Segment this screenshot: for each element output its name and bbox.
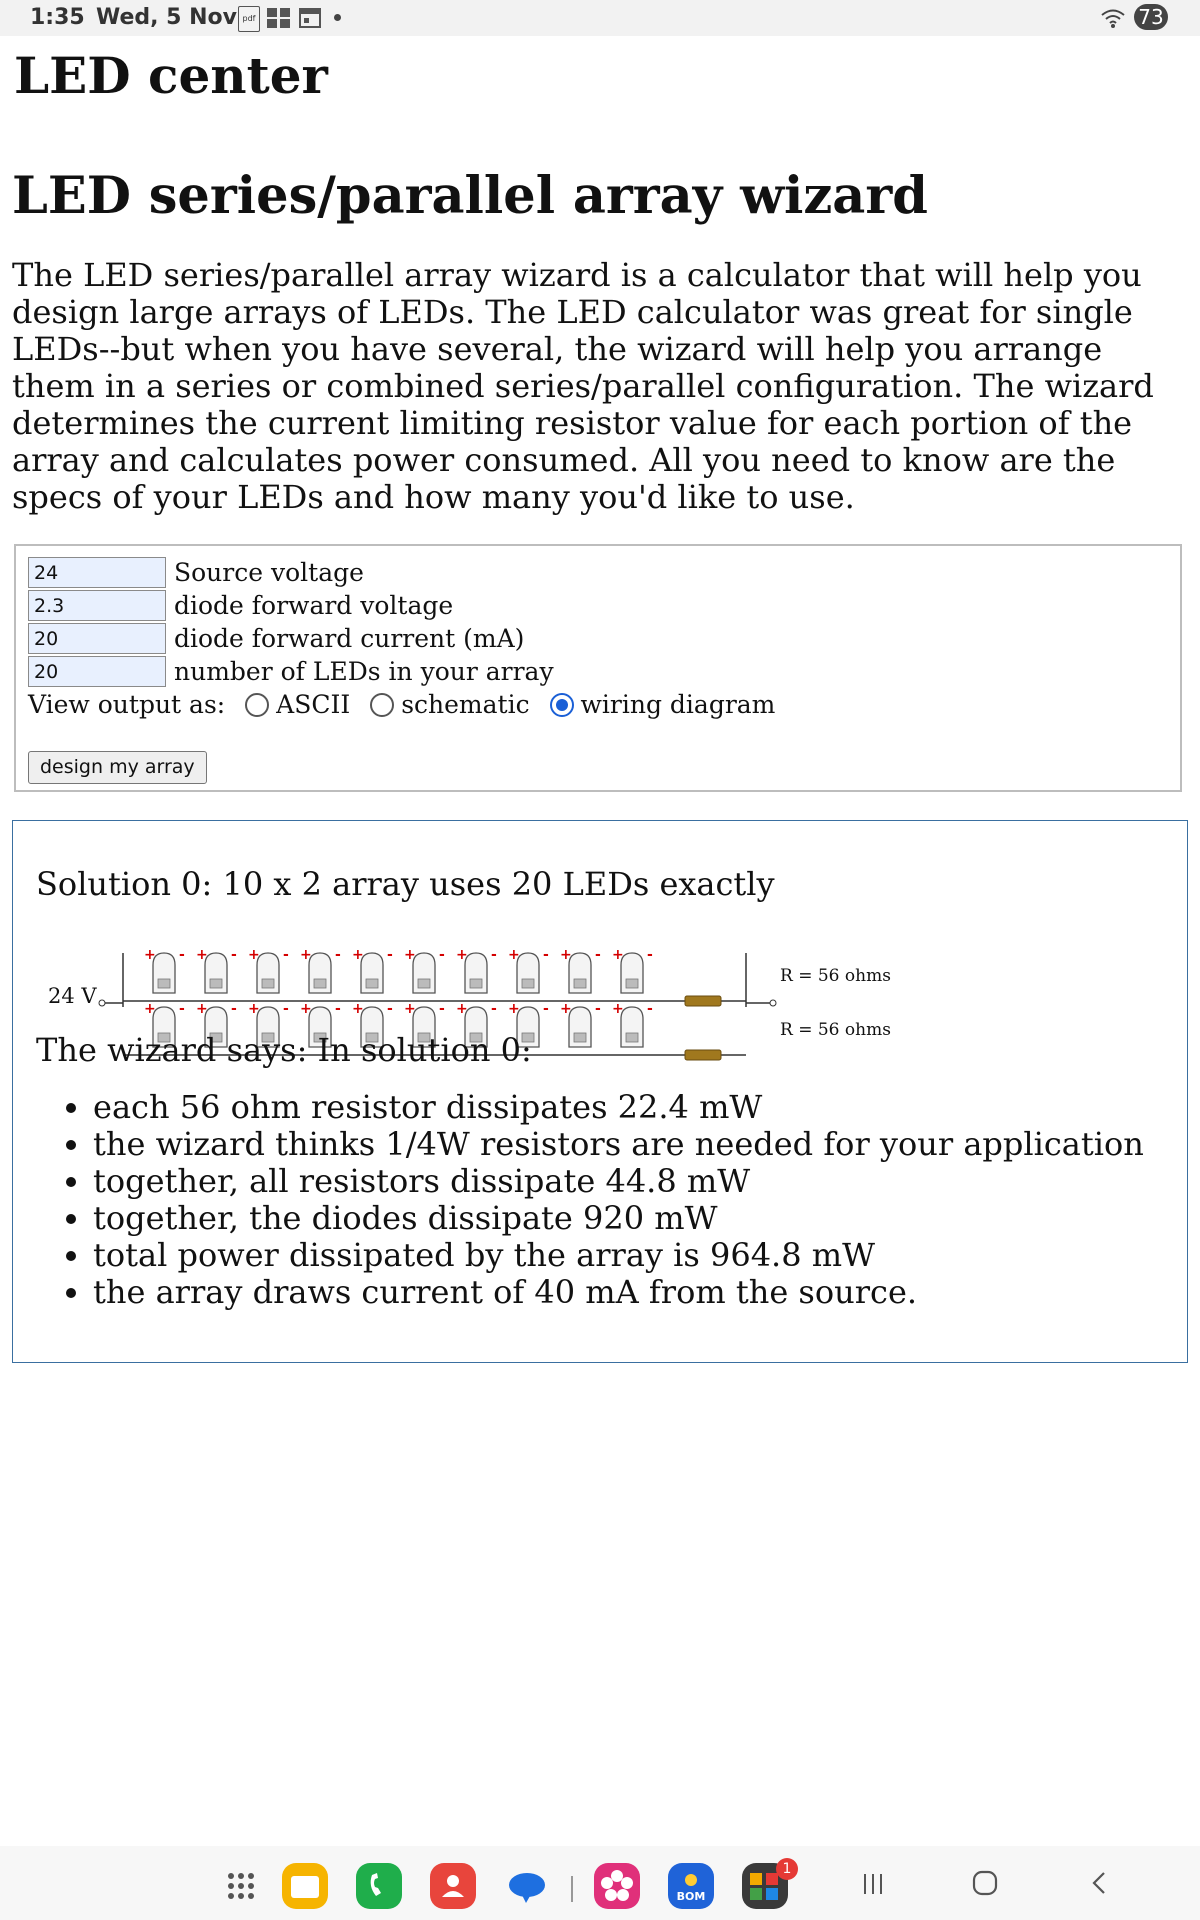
- led: [508, 947, 549, 993]
- forward-voltage-input[interactable]: [28, 590, 166, 621]
- led-die: [366, 979, 378, 988]
- app-drawer-icon[interactable]: [218, 1863, 264, 1909]
- forward-current-input[interactable]: [28, 623, 166, 654]
- led-plus: +: [404, 947, 416, 963]
- led-minus: -: [179, 947, 185, 963]
- pdf-notification-icon: pdf: [238, 6, 260, 32]
- gallery-app-icon[interactable]: [594, 1863, 640, 1909]
- wifi-icon: [1100, 6, 1126, 30]
- led-minus: -: [439, 947, 445, 963]
- led-plus: +: [456, 1001, 468, 1017]
- led-plus: +: [144, 947, 156, 963]
- design-my-array-button[interactable]: design my array: [28, 751, 207, 784]
- led: [144, 947, 185, 993]
- led-minus: -: [179, 1001, 185, 1017]
- summary-list: [35, 1089, 1144, 1311]
- led-minus: -: [231, 947, 237, 963]
- led-plus: +: [144, 1001, 156, 1017]
- led-minus: -: [543, 1001, 549, 1017]
- current-limiting-resistor: [685, 996, 721, 1006]
- source-voltage-tag: 24 V: [48, 984, 97, 1008]
- led-minus: -: [439, 1001, 445, 1017]
- led-die: [522, 979, 534, 988]
- return-terminal: [770, 1000, 776, 1006]
- battery-indicator: 73: [1134, 4, 1168, 30]
- led-die: [574, 979, 586, 988]
- led: [300, 947, 341, 993]
- gallery-notification-icon: [266, 6, 292, 30]
- bom-weather-app-icon[interactable]: [668, 1863, 714, 1909]
- led: [560, 1001, 601, 1047]
- summary-item: • the array draws current of 40 mA from the source.: [93, 1274, 1144, 1311]
- led-die: [314, 979, 326, 988]
- radio-ascii-label[interactable]: ASCII: [276, 690, 351, 719]
- led-minus: -: [491, 1001, 497, 1017]
- summary-item: • total power dissipated by the array is 964.8 mW: [93, 1237, 1144, 1274]
- site-title: LED center: [14, 46, 328, 105]
- led-plus: +: [196, 947, 208, 963]
- led: [456, 947, 497, 993]
- led-minus: -: [595, 1001, 601, 1017]
- solution-panel: [12, 820, 1188, 1363]
- source-voltage-input[interactable]: [28, 557, 166, 588]
- source-voltage-label: Source voltage: [174, 558, 364, 587]
- resistor-label-row-2: R = 56 ohms: [780, 1020, 891, 1040]
- led-plus: +: [300, 947, 312, 963]
- led-minus: -: [283, 1001, 289, 1017]
- led-die: [626, 979, 638, 988]
- led-minus: -: [387, 947, 393, 963]
- recent-apps-icon[interactable]: [858, 1870, 888, 1898]
- view-output-label: View output as:: [28, 690, 226, 719]
- led: [352, 947, 393, 993]
- led: [196, 947, 237, 993]
- contacts-app-icon[interactable]: [430, 1863, 476, 1909]
- files-app-icon[interactable]: [282, 1863, 328, 1909]
- led-die: [470, 979, 482, 988]
- led-count-input[interactable]: [28, 656, 166, 687]
- led: [404, 947, 445, 993]
- radio-schematic[interactable]: [370, 693, 394, 717]
- wizard-form: [14, 544, 1182, 792]
- led-minus: -: [335, 1001, 341, 1017]
- radio-wiring-diagram[interactable]: [550, 693, 574, 717]
- navigation-bar: [0, 1846, 1200, 1920]
- summary-heading: The wizard says: In solution 0:: [36, 1031, 532, 1069]
- led-count-label: number of LEDs in your array: [174, 657, 554, 686]
- led-minus: -: [335, 947, 341, 963]
- led-plus: +: [404, 1001, 416, 1017]
- summary-item: • each 56 ohm resistor dissipates 22.4 mW: [93, 1089, 1144, 1126]
- led-row-1: [123, 947, 746, 1006]
- led-minus: -: [647, 947, 653, 963]
- more-notifications-dot-icon: [334, 14, 341, 21]
- summary-item: • the wizard thinks 1/4W resistors are needed for your application: [93, 1126, 1144, 1163]
- led: [612, 1001, 653, 1047]
- led-minus: -: [595, 947, 601, 963]
- led-plus: +: [248, 947, 260, 963]
- status-bar: [0, 0, 1200, 36]
- messages-app-icon[interactable]: [504, 1863, 550, 1909]
- led-minus: -: [387, 1001, 393, 1017]
- led-plus: +: [508, 1001, 520, 1017]
- forward-current-label: diode forward current (mA): [174, 624, 525, 653]
- led-die: [158, 979, 170, 988]
- intro-paragraph: The LED series/parallel array wizard is a calculator that will help you design large arrays of LEDs. The LED calculator was great for single LEDs--but when you have several, the wizard will help you arrange them in a series or combined series/parallel configuration. The wizard determines the current limiting resistor value for each portion of the array and calculates power consumed. All you need to know are the specs of your LEDs and how many you'd like to use.: [12, 256, 1154, 516]
- led: [612, 947, 653, 993]
- led-die: [626, 1033, 638, 1042]
- radio-ascii[interactable]: [245, 693, 269, 717]
- solution-title: Solution 0: 10 x 2 array uses 20 LEDs exactly: [36, 865, 775, 903]
- radio-schematic-label[interactable]: schematic: [401, 690, 530, 719]
- summary-item: • together, the diodes dissipate 920 mW: [93, 1200, 1144, 1237]
- back-icon[interactable]: [1085, 1868, 1113, 1898]
- led-plus: +: [612, 1001, 624, 1017]
- led-minus: -: [491, 947, 497, 963]
- date: Wed, 5 Nov: [96, 5, 238, 30]
- led-plus: +: [352, 1001, 364, 1017]
- forward-voltage-label: diode forward voltage: [174, 591, 454, 620]
- led-die: [574, 1033, 586, 1042]
- led-plus: +: [196, 1001, 208, 1017]
- radio-wiring-diagram-label[interactable]: wiring diagram: [580, 690, 776, 719]
- bom-app-label: BOM: [676, 1890, 706, 1903]
- led-plus: +: [560, 947, 572, 963]
- led-die: [210, 979, 222, 988]
- led-minus: -: [231, 1001, 237, 1017]
- source-terminal: [99, 1000, 105, 1006]
- led-die: [418, 979, 430, 988]
- led-plus: +: [508, 947, 520, 963]
- summary-item: • together, all resistors dissipate 44.8 mW: [93, 1163, 1144, 1200]
- led-plus: +: [612, 947, 624, 963]
- led-plus: +: [456, 947, 468, 963]
- notification-badge: 1: [776, 1858, 798, 1880]
- resistor-label-row-1: R = 56 ohms: [780, 966, 891, 986]
- clock: 1:35: [30, 5, 85, 30]
- led-minus: -: [543, 947, 549, 963]
- led-plus: +: [352, 947, 364, 963]
- phone-app-icon[interactable]: [356, 1863, 402, 1909]
- led-plus: +: [300, 1001, 312, 1017]
- led: [560, 947, 601, 993]
- led-plus: +: [560, 1001, 572, 1017]
- led-plus: +: [248, 1001, 260, 1017]
- led-minus: -: [283, 947, 289, 963]
- home-icon[interactable]: [970, 1868, 1000, 1898]
- led-die: [262, 979, 274, 988]
- wiring-diagram: [33, 925, 893, 1040]
- led-minus: -: [647, 1001, 653, 1017]
- page-title: LED series/parallel array wizard: [12, 166, 928, 226]
- current-limiting-resistor: [685, 1050, 721, 1060]
- led: [248, 947, 289, 993]
- calendar-notification-icon: [298, 6, 322, 30]
- output-view-selector: [28, 688, 775, 722]
- dock-separator: [571, 1876, 573, 1902]
